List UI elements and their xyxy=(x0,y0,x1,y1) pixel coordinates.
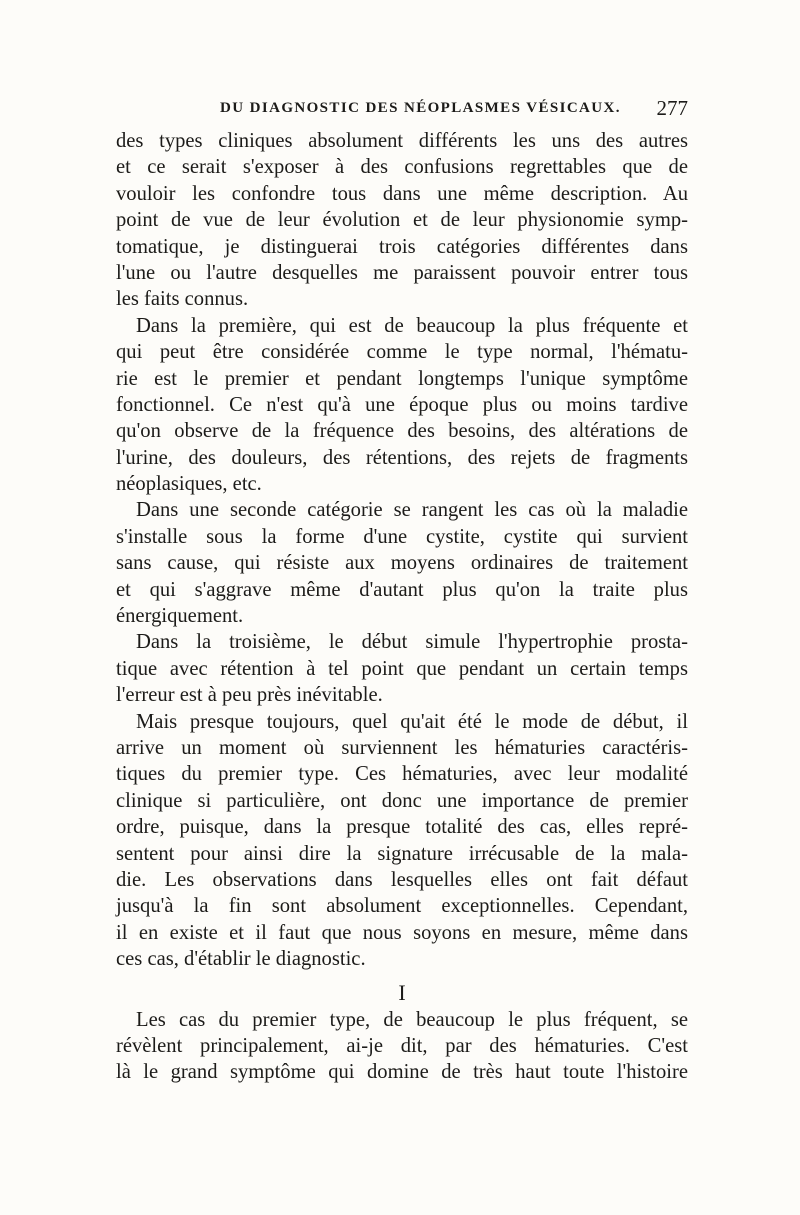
text-line: die. Les observations dans lesquelles elles ont fait défaut xyxy=(116,868,688,891)
text-line: il en existe et il faut que nous soyons en mesure, même dans xyxy=(116,921,688,944)
section-numeral: I xyxy=(398,979,406,1005)
text-line: l'erreur est à peu près inévitable. xyxy=(116,684,383,707)
text-line: s'installe sous la forme d'une cystite, cystite qui survient xyxy=(116,525,688,548)
text-line: tomatique, je distinguerai trois catégories différentes dans xyxy=(116,235,688,258)
text-line: l'une ou l'autre desquelles me paraissent pouvoir entrer tous xyxy=(116,261,688,284)
text-line: sans cause, qui résiste aux moyens ordinaires de traitement xyxy=(116,552,688,575)
text-line: clinique si particulière, ont donc une importance de premier xyxy=(116,789,688,812)
text-line: néoplasiques, etc. xyxy=(116,473,262,496)
text-line: tiques du premier type. Ces hématuries, avec leur modalité xyxy=(116,763,688,786)
text-line: vouloir les confondre tous dans une même description. Au xyxy=(116,182,688,205)
text-line: les faits connus. xyxy=(116,288,249,311)
text-line: arrive un moment où surviennent les hématuries caractéris- xyxy=(116,736,688,759)
text-line: Dans la première, qui est de beaucoup la plus fréquente et xyxy=(136,314,688,337)
text-line: Dans une seconde catégorie se rangent les cas où la maladie xyxy=(136,499,688,522)
text-line: Mais presque toujours, quel qu'ait été le mode de début, il xyxy=(136,710,688,733)
text-line: fonctionnel. Ce n'est qu'à une époque plus ou moins tardive xyxy=(116,393,688,416)
text-line: énergiquement. xyxy=(116,605,244,628)
text-line: révèlent principalement, ai-je dit, par des hématuries. C'est xyxy=(116,1034,688,1057)
text-line: point de vue de leur évolution et de leur physionomie symp- xyxy=(116,209,688,232)
page-header xyxy=(220,96,688,122)
text-line: rie est le premier et pendant longtemps l'unique symptôme xyxy=(116,367,688,390)
running-title: DU DIAGNOSTIC DES NÉOPLASMES VÉSICAUX. xyxy=(220,100,621,116)
text-line: qu'on observe de la fréquence des besoins, des altérations de xyxy=(116,420,688,443)
text-line: tique avec rétention à tel point que pendant un certain temps xyxy=(116,657,688,680)
text-line: et ce serait s'exposer à des confusions regrettables que de xyxy=(116,156,688,179)
body-text xyxy=(116,128,688,1086)
text-line: ces cas, d'établir le diagnostic. xyxy=(116,948,366,971)
text-line: ordre, puisque, dans la presque totalité des cas, elles repré- xyxy=(116,816,688,839)
text-line: Dans la troisième, le début simule l'hypertrophie prosta- xyxy=(136,631,688,654)
page-number: 277 xyxy=(656,96,688,120)
text-line: l'urine, des douleurs, des rétentions, des rejets de fragments xyxy=(116,446,688,469)
text-line: des types cliniques absolument différents les uns des autres xyxy=(116,130,688,152)
text-line: et qui s'aggrave même d'autant plus qu'on la traite plus xyxy=(116,578,688,601)
text-line: là le grand symptôme qui domine de très haut toute l'histoire xyxy=(116,1061,688,1084)
text-line: jusqu'à la fin sont absolument exceptionnelles. Cependant, xyxy=(116,895,688,918)
text-line: qui peut être considérée comme le type normal, l'hématu- xyxy=(116,341,688,364)
text-line: sentent pour ainsi dire la signature irrécusable de la mala- xyxy=(116,842,688,865)
text-line: Les cas du premier type, de beaucoup le plus fréquent, se xyxy=(136,1008,688,1031)
